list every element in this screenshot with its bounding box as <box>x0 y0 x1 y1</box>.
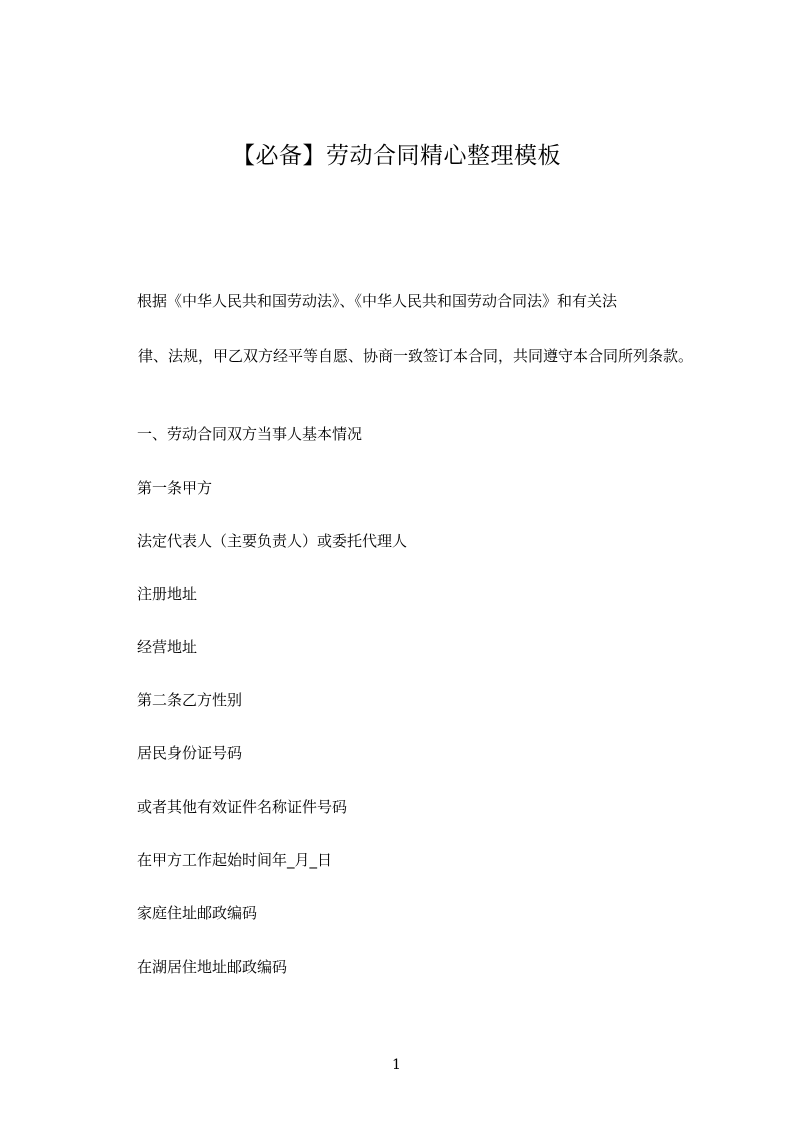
article-2-party-b: 第二条乙方性别 <box>137 691 243 709</box>
registered-address-line: 注册地址 <box>137 585 198 603</box>
local-address-line: 在湖居住地址邮政编码 <box>137 958 288 976</box>
legal-representative-line: 法定代表人（主要负责人）或委托代理人 <box>137 532 408 550</box>
paragraph-intro-2: 律、法规，甲乙双方经平等自愿、协商一致签订本合同，共同遵守本合同所列条款。 <box>138 347 694 365</box>
article-1-party-a: 第一条甲方 <box>137 479 213 497</box>
id-number-line: 居民身份证号码 <box>137 744 243 762</box>
other-id-line: 或者其他有效证件名称证件号码 <box>137 798 348 816</box>
start-date-line: 在甲方工作起始时间年_月_日 <box>137 851 333 869</box>
page-number: 1 <box>392 1057 401 1073</box>
section-heading-parties: 一、劳动合同双方当事人基本情况 <box>137 425 363 443</box>
business-address-line: 经营地址 <box>137 638 198 656</box>
document-title: 【必备】劳动合同精心整理模板 <box>232 143 561 169</box>
paragraph-intro-1: 根据《中华人民共和国劳动法》、《中华人民共和国劳动合同法》和有关法 <box>137 292 618 310</box>
home-address-line: 家庭住址邮政编码 <box>137 904 258 922</box>
